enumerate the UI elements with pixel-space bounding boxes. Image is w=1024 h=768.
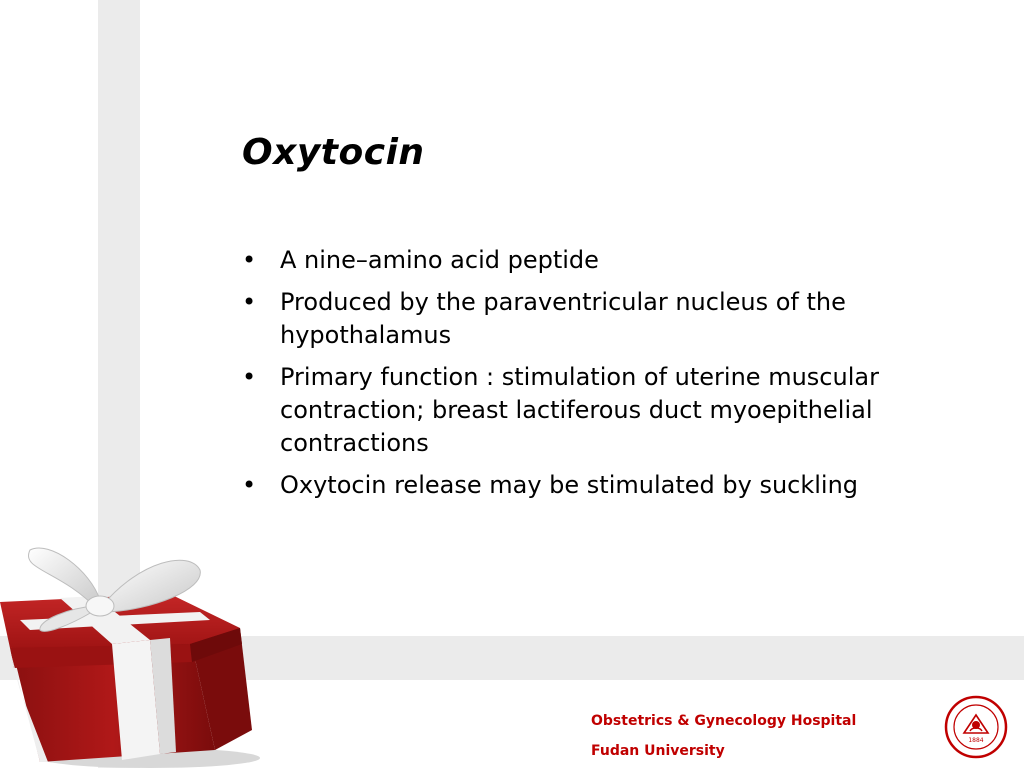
bullet-item xyxy=(242,286,942,352)
bullet-marker: • xyxy=(242,471,257,499)
gift-box-icon xyxy=(0,540,270,768)
bullet-text: Produced by the paraventricular nucleus of the hypothalamus xyxy=(280,288,846,349)
bullet-text: Oxytocin release may be stimulated by suckling xyxy=(280,471,859,499)
hospital-logo-icon xyxy=(944,695,1008,759)
bullet-item xyxy=(242,361,942,460)
bullet-marker: • xyxy=(242,288,257,316)
bullet-text: A nine–amino acid peptide xyxy=(280,246,599,274)
bullet-marker: • xyxy=(242,363,257,391)
bullet-text: Primary function : stimulation of uterine muscular contraction; breast lactiferous duct myoepithelial contractions xyxy=(280,363,879,457)
bullet-marker: • xyxy=(242,246,257,274)
bullet-item xyxy=(242,244,942,277)
logo-year: 1884 xyxy=(968,737,984,744)
bullet-item xyxy=(242,469,942,502)
footer-hospital-name: Obstetrics & Gynecology Hospital xyxy=(591,713,857,729)
bullet-list xyxy=(242,244,942,511)
footer-university-name: Fudan University xyxy=(591,743,725,759)
slide-title: Oxytocin xyxy=(242,132,425,173)
